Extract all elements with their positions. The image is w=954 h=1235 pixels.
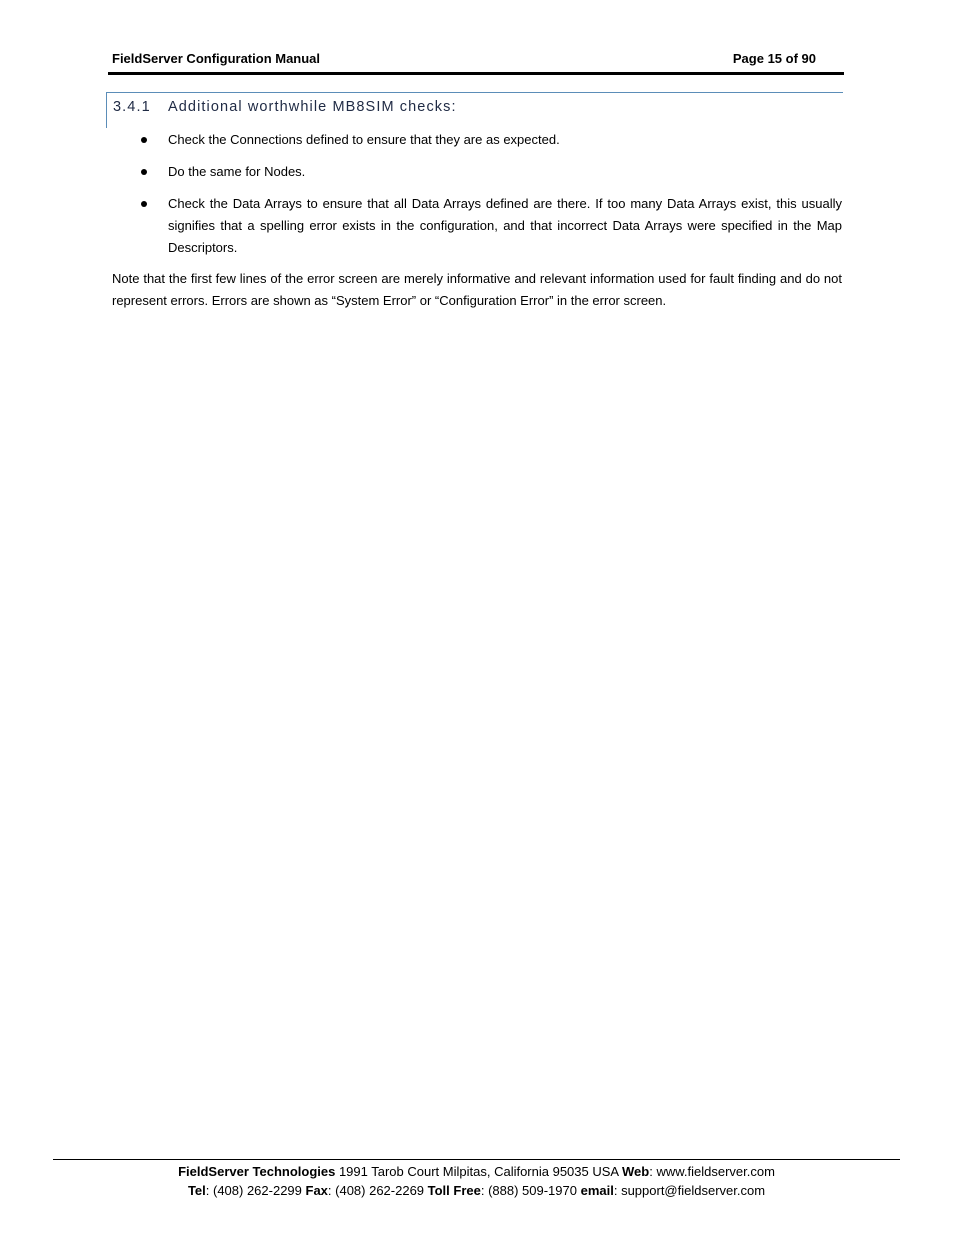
list-item-text: Check the Connections defined to ensure that they are as expected. <box>168 132 560 147</box>
footer-address: 1991 Tarob Court Milpitas, California 95035 USA <box>335 1164 622 1179</box>
list-item <box>112 193 842 259</box>
footer-fax-label: Fax <box>305 1183 328 1198</box>
section-number: 3.4.1 <box>113 99 151 115</box>
footer-email-label: email <box>580 1183 614 1198</box>
note-paragraph: Note that the first few lines of the error screen are merely informative and relevant information used for fault finding and do not represent errors. Errors are shown as “System Error” or “Configuration Error” in the error screen. <box>112 271 842 308</box>
page-footer <box>53 1162 900 1200</box>
footer-email-link[interactable]: : support@fieldserver.com <box>613 1183 766 1198</box>
bullet-list <box>112 129 842 269</box>
list-item-text: Do the same for Nodes. <box>168 164 306 179</box>
bullet-icon <box>141 169 147 175</box>
footer-web-link[interactable]: : www.fieldserver.com <box>649 1164 775 1179</box>
footer-line-1 <box>53 1162 900 1181</box>
document-title: FieldServer Configuration Manual <box>112 51 321 66</box>
footer-web-label: Web <box>622 1164 650 1179</box>
list-item <box>112 129 842 151</box>
footer-tollfree-label: Toll Free <box>427 1183 481 1198</box>
footer-tel-label: Tel <box>187 1183 206 1198</box>
header-divider <box>108 72 844 75</box>
footer-divider <box>53 1159 900 1160</box>
footer-company: FieldServer Technologies <box>178 1164 336 1179</box>
footer-tel-value: : (408) 262-2299 <box>205 1183 306 1198</box>
bullet-icon <box>141 137 147 143</box>
section-title: Additional worthwhile MB8SIM checks: <box>168 99 457 115</box>
section-heading <box>113 97 457 117</box>
list-item-text: Check the Data Arrays to ensure that all Data Arrays defined are there. If too many Data Arrays exist, this usually signifies that a spelling error exists in the configuration, and that incorrect Data Arrays were specified in the Map Descriptors. <box>168 196 842 255</box>
page-number: Page 15 of 90 <box>732 51 816 66</box>
footer-tollfree-value: : (888) 509-1970 <box>480 1183 581 1198</box>
list-item <box>112 161 842 183</box>
footer-line-2 <box>53 1181 900 1200</box>
bullet-icon <box>141 201 147 207</box>
footer-fax-value: : (408) 262-2269 <box>327 1183 428 1198</box>
